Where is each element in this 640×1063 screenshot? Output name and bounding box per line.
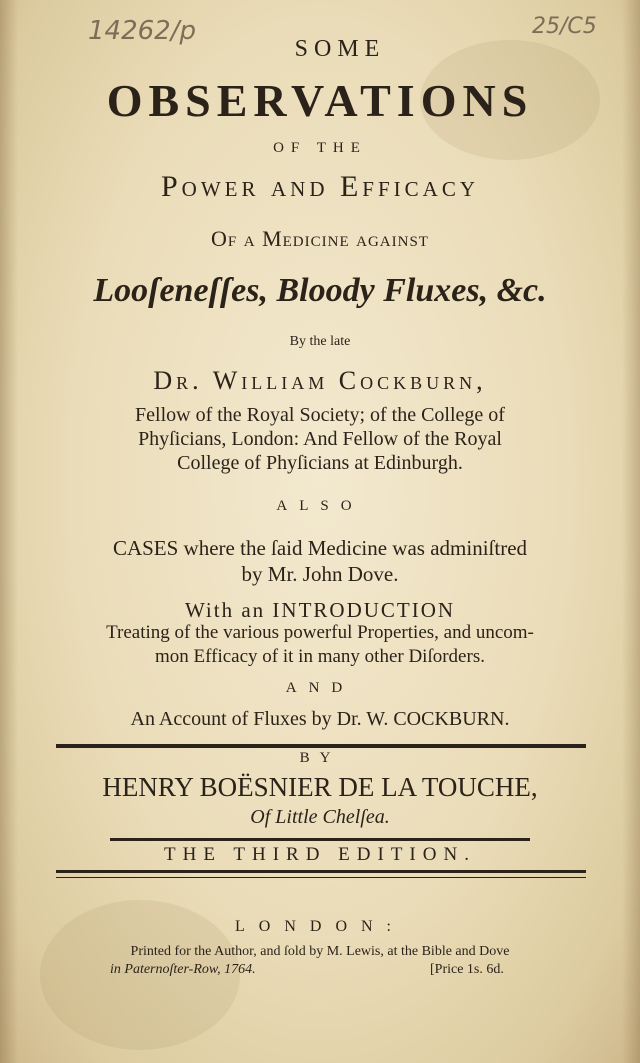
editor-place: Of Little Chelſea.: [250, 806, 390, 828]
also-label: ALSO: [276, 498, 364, 514]
title-diseases: Looſeneſſes, Bloody Fluxes, &c.: [93, 272, 547, 309]
title-some: SOME: [294, 36, 386, 62]
author-credentials-line-1: Fellow of the Royal Society; of the College of: [135, 404, 505, 426]
right-edge-shadow: [622, 0, 640, 1063]
edition-line: THE THIRD EDITION.: [164, 844, 476, 865]
treating-line-2: mon Efficacy of it in many other Diſorders.: [155, 646, 485, 667]
cases-line-2: by Mr. John Dove.: [241, 562, 399, 586]
manuscript-shelfmark: 14262/p: [88, 16, 196, 46]
double-rule-lower-thick: [56, 870, 586, 873]
double-rule-upper: [110, 838, 530, 841]
imprint-line-2-left: in Paternoſter-Row, 1764.: [110, 962, 256, 977]
title-of-the: OF THE: [273, 140, 367, 156]
left-edge-shadow: [0, 0, 18, 1063]
author-credentials-line-3: College of Phyſicians at Edinburgh.: [177, 452, 463, 474]
cases-line-1: CASES where the ſaid Medicine was adminiſtred: [112, 536, 528, 560]
by-the-late: By the late: [289, 334, 351, 349]
and-label: AND: [285, 680, 355, 696]
imprint-city: LONDON:: [235, 918, 405, 935]
author-credentials-line-2: Phyſicians, London: And Fellow of the Royal: [138, 428, 502, 450]
imprint-line-1: Printed for the Author, and ſold by M. Lewis, at the Bible and Dove: [130, 944, 510, 959]
account-line: An Account of Fluxes by Dr. W. COCKBURN.: [130, 708, 510, 730]
double-rule-lower-thin: [56, 877, 586, 878]
introduction-line: With an INTRODUCTION: [184, 598, 456, 622]
title-medicine-line: Of a Medicine againſt: [211, 226, 429, 251]
title-observations: OBSERVATIONS: [106, 75, 534, 126]
by-label: BY: [299, 750, 341, 766]
thick-rule: [56, 744, 586, 748]
manuscript-corner-note: 25/C5: [532, 14, 597, 39]
author-name: Dr. William Cockburn,: [153, 366, 487, 395]
title-power-efficacy: Power and Efficacy: [160, 170, 480, 203]
treating-line-1: Treating of the various powerful Properties, and uncom-: [106, 622, 534, 643]
imprint-line-2-right: [Price 1s. 6d.: [430, 962, 504, 977]
editor-name: HENRY BOËSNIER DE LA TOUCHE,: [102, 772, 538, 802]
